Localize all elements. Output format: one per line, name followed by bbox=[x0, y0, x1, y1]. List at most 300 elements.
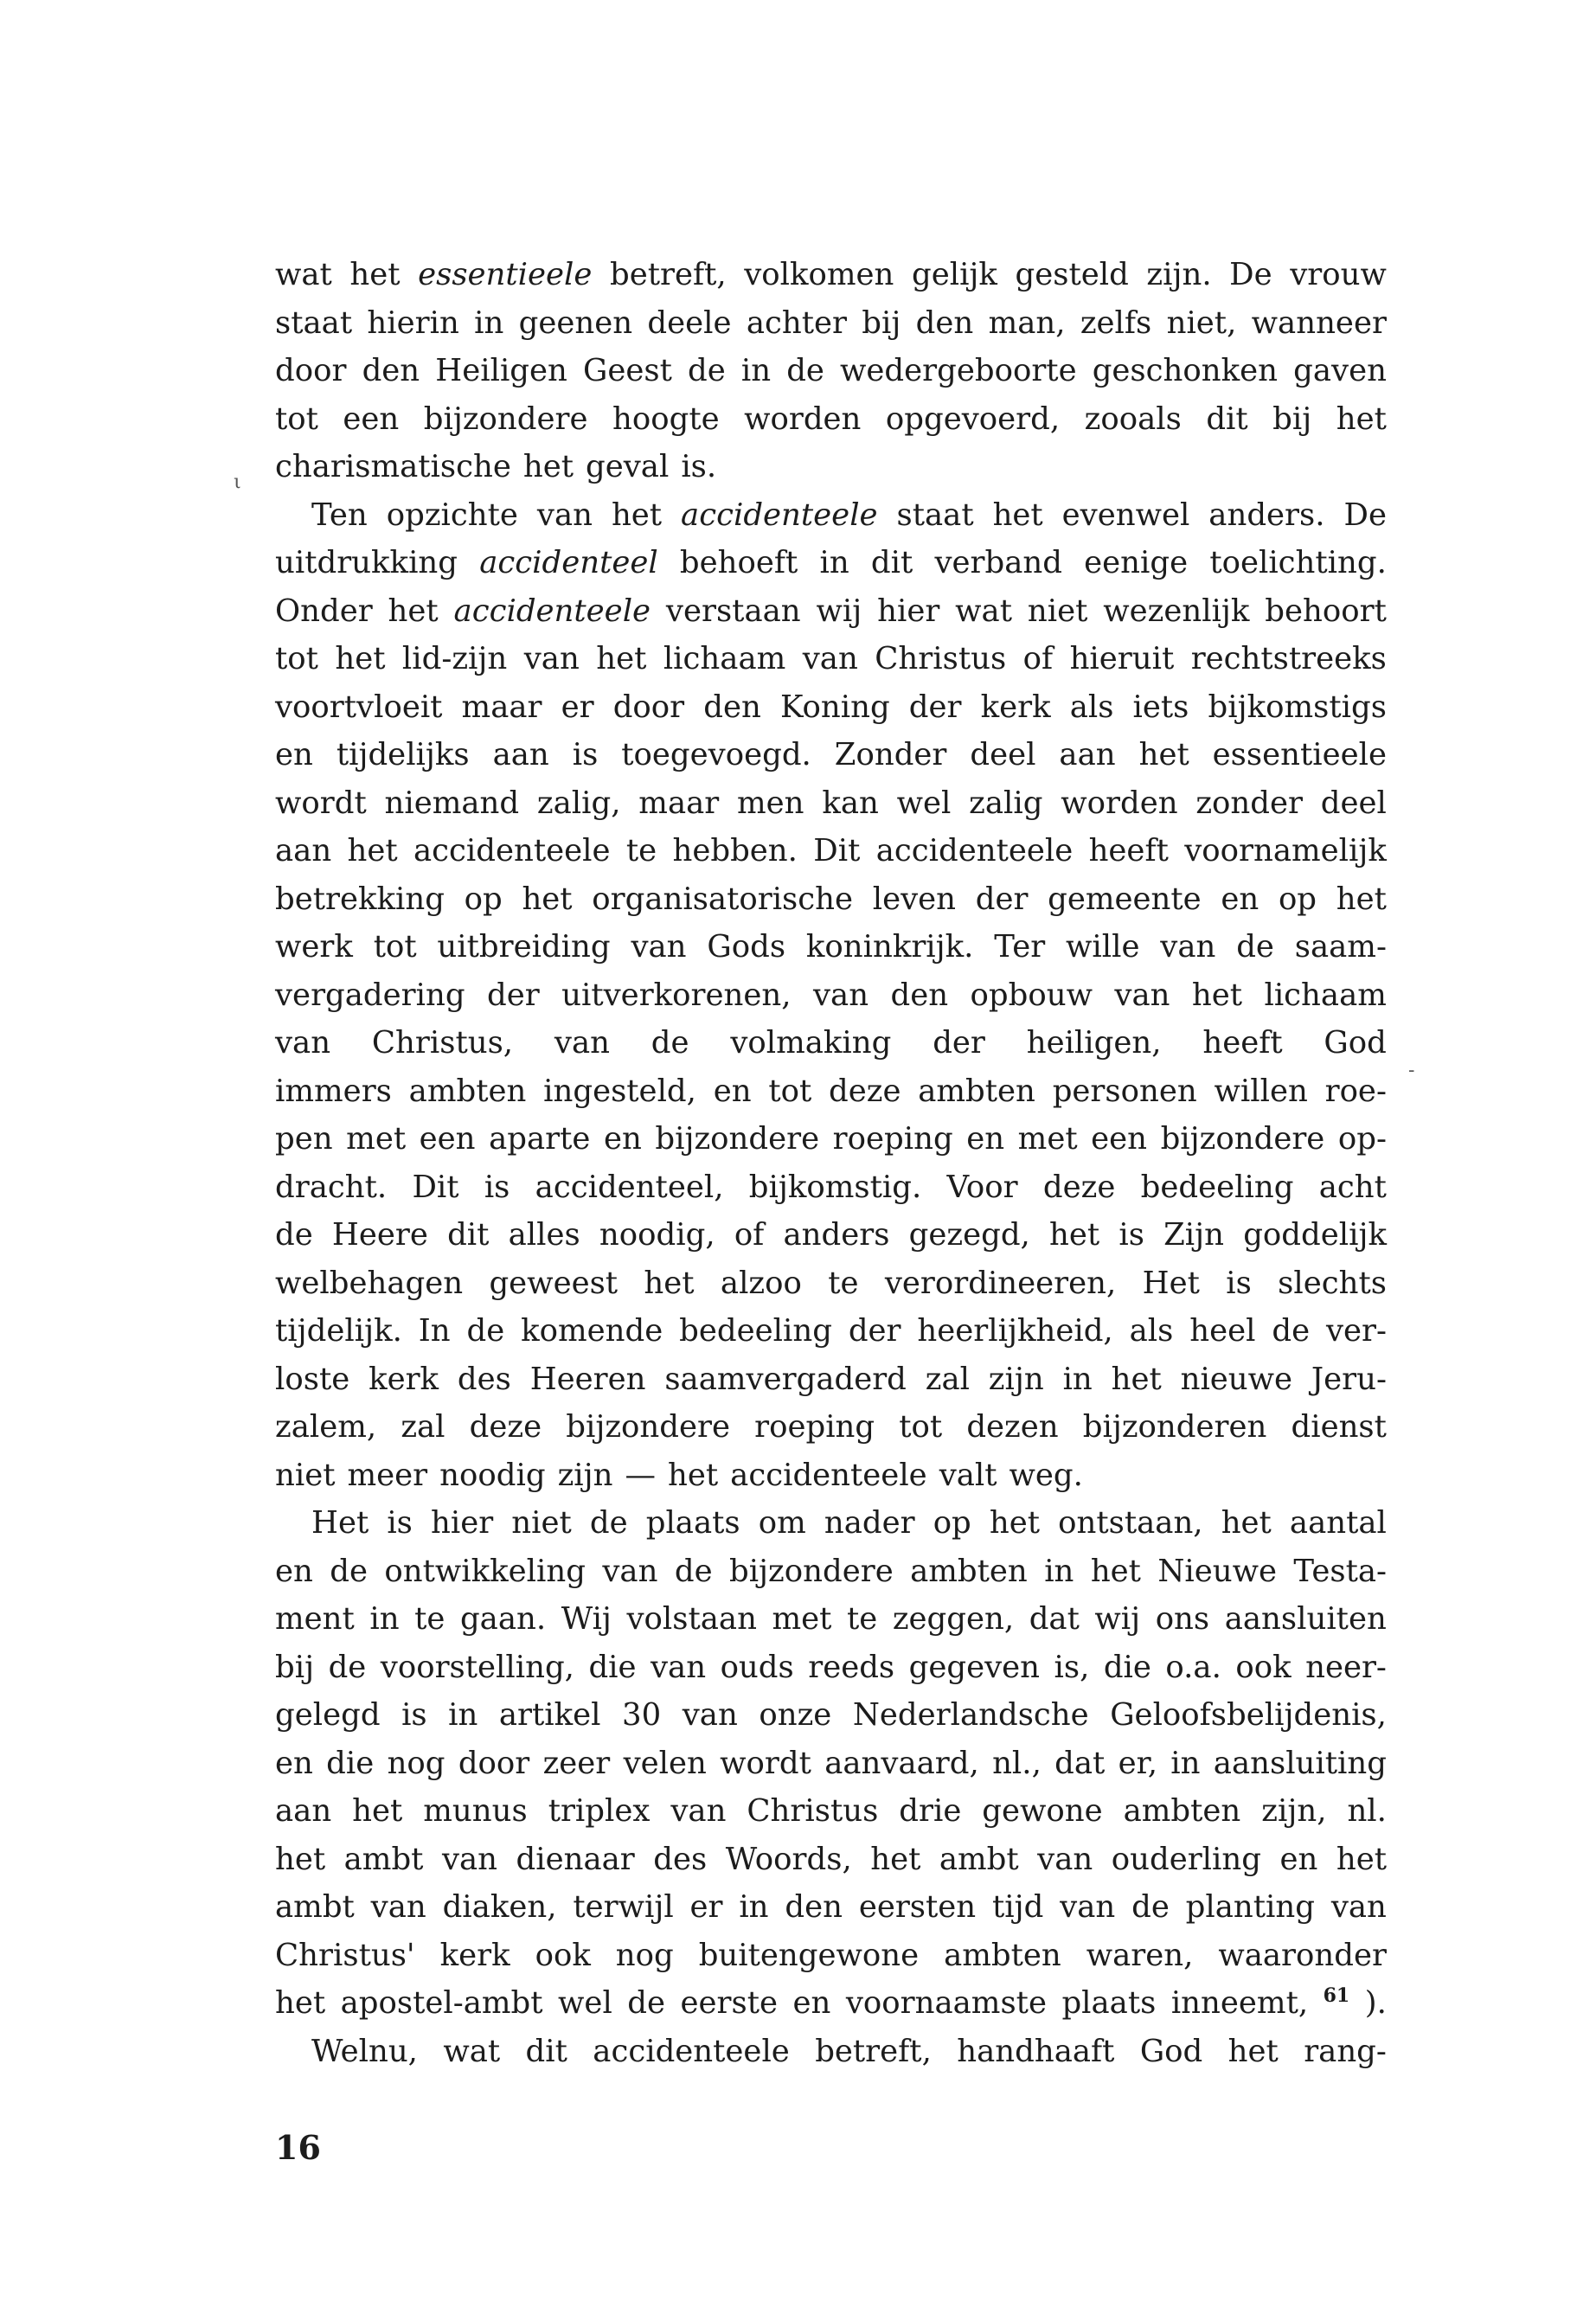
word: dit bbox=[870, 545, 913, 580]
text-line bbox=[275, 1691, 1387, 1740]
word: tijdelijks bbox=[336, 737, 470, 772]
word: en bbox=[1279, 1841, 1318, 1877]
word: volmaking bbox=[730, 1025, 892, 1061]
word: op bbox=[464, 881, 503, 917]
word: niet bbox=[275, 1457, 336, 1493]
word: of bbox=[1022, 641, 1054, 676]
margin-mark: ι bbox=[234, 471, 241, 493]
word: het bbox=[870, 1841, 921, 1877]
word: geweest bbox=[489, 1265, 619, 1301]
word: zijn, bbox=[1261, 1793, 1327, 1829]
text-line bbox=[275, 1163, 1387, 1212]
word: van bbox=[1060, 1889, 1116, 1925]
word: immers bbox=[275, 1073, 392, 1109]
word: en bbox=[966, 1121, 1005, 1157]
word: welbehagen bbox=[275, 1265, 464, 1301]
word: is, bbox=[1054, 1649, 1090, 1685]
word: wat bbox=[275, 257, 332, 292]
word: rechtstreeks bbox=[1190, 641, 1387, 676]
word: de bbox=[275, 1217, 313, 1253]
word: accidenteele bbox=[453, 593, 651, 629]
word: heel bbox=[1189, 1313, 1256, 1349]
word: de bbox=[330, 1553, 368, 1589]
word: heiligen, bbox=[1026, 1025, 1162, 1061]
text-line bbox=[275, 1452, 1387, 1500]
word: het bbox=[275, 1985, 326, 2021]
word: en bbox=[275, 1553, 313, 1589]
word: het bbox=[1227, 2033, 1279, 2069]
word: worden bbox=[1061, 785, 1178, 821]
word: accidenteele bbox=[875, 833, 1074, 868]
word: opbouw bbox=[970, 977, 1093, 1013]
word: der bbox=[848, 1313, 901, 1349]
word: is bbox=[401, 1697, 427, 1733]
word: maar bbox=[461, 689, 542, 725]
word: saamvergaderd bbox=[664, 1361, 907, 1397]
word: roeping bbox=[832, 1121, 953, 1157]
word: hieruit bbox=[1069, 641, 1175, 676]
word: hier bbox=[877, 593, 940, 629]
word: bij bbox=[275, 1649, 315, 1685]
word: In bbox=[418, 1313, 451, 1349]
word: Testa- bbox=[1293, 1553, 1387, 1589]
word: aansluiting bbox=[1213, 1745, 1387, 1781]
word: buitengewone bbox=[698, 1937, 920, 1973]
text-line bbox=[275, 347, 1387, 395]
word: het bbox=[275, 1841, 326, 1877]
word: deele bbox=[647, 304, 732, 341]
word: ons bbox=[1155, 1601, 1210, 1637]
word: den bbox=[890, 977, 949, 1013]
word: kerk bbox=[369, 1361, 439, 1397]
word: is. bbox=[681, 449, 717, 484]
word: behoeft bbox=[679, 545, 798, 580]
word: noodig, bbox=[599, 1217, 715, 1253]
word: als bbox=[1129, 1313, 1174, 1349]
word: en bbox=[275, 737, 313, 772]
word: zeer bbox=[542, 1745, 611, 1781]
word: er bbox=[561, 689, 594, 725]
word: kerk bbox=[980, 689, 1051, 725]
word: weg. bbox=[1009, 1457, 1083, 1493]
word: in bbox=[474, 304, 504, 341]
word: ambten bbox=[408, 1073, 527, 1109]
word: alzoo bbox=[720, 1265, 802, 1301]
word: het bbox=[1336, 401, 1387, 437]
word: van bbox=[682, 1697, 738, 1733]
word: om bbox=[758, 1505, 806, 1541]
word: te bbox=[846, 1601, 878, 1637]
word: werk bbox=[275, 929, 353, 965]
word: bijkomstigs bbox=[1208, 689, 1387, 725]
word: der bbox=[933, 1025, 985, 1061]
word: het bbox=[347, 833, 398, 868]
word: God bbox=[1324, 1025, 1387, 1061]
word: van bbox=[1330, 1889, 1387, 1925]
word: betrekking bbox=[275, 881, 445, 917]
word: de bbox=[786, 353, 824, 388]
word: een bbox=[1091, 1121, 1148, 1157]
text-line bbox=[275, 491, 1387, 540]
word: deze bbox=[829, 1073, 901, 1109]
word: het bbox=[1138, 737, 1189, 772]
word: charismatische bbox=[275, 449, 511, 484]
word: wij bbox=[816, 593, 862, 629]
word: en bbox=[792, 1985, 831, 2021]
word: ouds bbox=[720, 1649, 794, 1685]
word: personen bbox=[1052, 1073, 1197, 1109]
word: Gods bbox=[707, 929, 786, 965]
word: dienst bbox=[1291, 1409, 1387, 1445]
word: het bbox=[335, 641, 386, 676]
word: de bbox=[627, 1985, 666, 2021]
word: velen bbox=[623, 1745, 707, 1781]
word: accidenteele bbox=[681, 497, 878, 533]
word: inneemt, bbox=[1170, 1985, 1309, 2021]
text-line bbox=[275, 395, 1387, 444]
word: geenen bbox=[518, 304, 633, 341]
word: niet, bbox=[1166, 304, 1237, 341]
word: bij bbox=[862, 304, 901, 341]
word: o.a. bbox=[1165, 1649, 1221, 1685]
word: die bbox=[326, 1745, 375, 1781]
word: er bbox=[689, 1889, 723, 1925]
footnote-ref: 61 bbox=[1323, 1984, 1350, 2008]
word: van bbox=[602, 1553, 658, 1589]
word: accidenteele bbox=[413, 833, 611, 868]
word: wordt bbox=[275, 785, 367, 821]
word: gesteld bbox=[1015, 257, 1129, 292]
text-line bbox=[275, 443, 1387, 491]
word: evenwel bbox=[1061, 497, 1190, 533]
word: accidenteele bbox=[593, 2033, 790, 2069]
word: het bbox=[522, 449, 574, 484]
word: Heeren bbox=[529, 1361, 646, 1397]
word: munus bbox=[423, 1793, 528, 1829]
word: van bbox=[631, 929, 687, 965]
text-line bbox=[275, 1499, 1387, 1548]
word: onze bbox=[759, 1697, 832, 1733]
text-line bbox=[275, 1979, 1387, 2028]
word: maar bbox=[638, 785, 720, 821]
text-line bbox=[275, 1932, 1387, 1980]
word: Het bbox=[311, 1505, 369, 1541]
word: valt bbox=[939, 1457, 997, 1493]
word: geval bbox=[586, 449, 670, 484]
word: des bbox=[457, 1361, 511, 1397]
word: in bbox=[1062, 1361, 1093, 1397]
word: het bbox=[522, 881, 573, 917]
word: wel bbox=[896, 785, 952, 821]
word: bijzondere bbox=[1160, 1121, 1325, 1157]
text-line bbox=[275, 971, 1387, 1020]
word: zalig, bbox=[536, 785, 621, 821]
word: het bbox=[1336, 1841, 1387, 1877]
word: aan bbox=[275, 1793, 332, 1829]
word: toelichting. bbox=[1209, 545, 1387, 580]
word: toegevoegd. bbox=[621, 737, 811, 772]
word: wanneer bbox=[1251, 304, 1387, 341]
word: tot bbox=[275, 641, 318, 676]
word: Zonder bbox=[834, 737, 947, 772]
word: er, bbox=[1118, 1745, 1157, 1781]
word: opgevoerd, bbox=[885, 401, 1061, 437]
word: zelfs bbox=[1080, 304, 1152, 341]
word: het bbox=[1111, 1361, 1162, 1397]
word: het bbox=[596, 641, 647, 676]
word: van bbox=[812, 977, 869, 1013]
word: bijzondere bbox=[566, 1409, 730, 1445]
word: zalig bbox=[969, 785, 1043, 821]
word: van bbox=[670, 1793, 727, 1829]
word: dat bbox=[1029, 1601, 1080, 1637]
word: dit bbox=[525, 2033, 567, 2069]
word: wezenlijk bbox=[1103, 593, 1250, 629]
word: — bbox=[625, 1457, 657, 1493]
word: komende bbox=[521, 1313, 663, 1349]
word: in bbox=[819, 545, 849, 580]
word: gezegd, bbox=[908, 1217, 1030, 1253]
word: Heiligen bbox=[435, 353, 567, 388]
word: men bbox=[737, 785, 804, 821]
word: dit bbox=[447, 1217, 490, 1253]
text-line bbox=[275, 683, 1387, 732]
word: die bbox=[588, 1649, 637, 1685]
word: heeft bbox=[1202, 1025, 1283, 1061]
word: in bbox=[1044, 1553, 1074, 1589]
word: van bbox=[275, 1025, 331, 1061]
word: de bbox=[589, 1505, 628, 1541]
text-line bbox=[275, 1883, 1387, 1932]
word: van bbox=[651, 1649, 707, 1685]
word: aanvaard, bbox=[824, 1745, 979, 1781]
word: zijn. bbox=[1146, 257, 1212, 292]
word: betreft, bbox=[815, 2033, 932, 2069]
word: van bbox=[802, 641, 858, 676]
word: zal bbox=[925, 1361, 970, 1397]
text-line bbox=[275, 587, 1387, 636]
word: acht bbox=[1318, 1169, 1387, 1205]
word: Voor bbox=[946, 1169, 1018, 1205]
word: nog bbox=[387, 1745, 445, 1781]
word: ambt bbox=[343, 1841, 424, 1877]
word: essentieele bbox=[1212, 737, 1387, 772]
word: te bbox=[625, 833, 657, 868]
word: het bbox=[1336, 881, 1387, 917]
word: den bbox=[915, 304, 974, 341]
text-line bbox=[275, 1356, 1387, 1404]
word: in bbox=[1170, 1745, 1201, 1781]
word: drie bbox=[899, 1793, 962, 1829]
word: plaats bbox=[1061, 1985, 1157, 2021]
word: dienaar bbox=[516, 1841, 635, 1877]
word: uitbreiding bbox=[437, 929, 611, 965]
word: aparte bbox=[489, 1121, 591, 1157]
word: God bbox=[1139, 2033, 1203, 2069]
text-line bbox=[275, 1548, 1387, 1596]
page-number: 16 bbox=[275, 2128, 321, 2167]
word: eerste bbox=[680, 1985, 778, 2021]
word: een bbox=[343, 401, 400, 437]
word: gelegd bbox=[275, 1697, 381, 1733]
word: kerk bbox=[439, 1937, 510, 1973]
word: van bbox=[536, 497, 593, 533]
word: is bbox=[387, 1505, 413, 1541]
word: bijkomstig. bbox=[748, 1169, 922, 1205]
word: ambt bbox=[275, 1889, 355, 1925]
word: waaronder bbox=[1218, 1937, 1387, 1973]
word: aansluiten bbox=[1224, 1601, 1387, 1637]
word: tot bbox=[275, 401, 318, 437]
text-line bbox=[275, 1211, 1387, 1259]
word: reeds bbox=[808, 1649, 895, 1685]
word: de bbox=[328, 1649, 367, 1685]
word: ook bbox=[535, 1937, 591, 1973]
word: in bbox=[369, 1601, 400, 1637]
word: betreft, bbox=[609, 257, 727, 292]
word: Zijn bbox=[1163, 1217, 1225, 1253]
word: aantal bbox=[1289, 1505, 1387, 1541]
word: het bbox=[352, 1793, 403, 1829]
word: des bbox=[653, 1841, 708, 1877]
word: het bbox=[992, 497, 1043, 533]
word: deze bbox=[1042, 1169, 1116, 1205]
word: volkomen bbox=[744, 257, 894, 292]
word: tijdelijk. bbox=[275, 1313, 402, 1349]
word: wat bbox=[443, 2033, 501, 2069]
word: plaats bbox=[645, 1505, 740, 1541]
word: of bbox=[734, 1217, 765, 1253]
text-line bbox=[275, 1836, 1387, 1884]
word: op- bbox=[1337, 1121, 1387, 1157]
word: niet bbox=[511, 1505, 572, 1541]
word: eenige bbox=[1084, 545, 1189, 580]
word: organisatorische bbox=[592, 881, 854, 917]
text-line bbox=[275, 299, 1387, 348]
word: is bbox=[572, 737, 599, 772]
word: heerlijkheid, bbox=[917, 1313, 1113, 1349]
word: lid-zijn bbox=[401, 641, 508, 676]
word: in bbox=[740, 353, 772, 388]
word: door bbox=[612, 689, 685, 725]
word: essentieele bbox=[418, 257, 593, 292]
word: dat bbox=[1054, 1745, 1106, 1781]
word: is bbox=[484, 1169, 510, 1205]
word: van bbox=[523, 641, 580, 676]
word: achter bbox=[746, 304, 847, 341]
word: het bbox=[989, 1505, 1041, 1541]
text-line bbox=[275, 1259, 1387, 1308]
word: nog bbox=[615, 1937, 674, 1973]
word: ment bbox=[275, 1601, 355, 1637]
word: verstaan bbox=[665, 593, 801, 629]
word: Woords, bbox=[725, 1841, 852, 1877]
text-line bbox=[275, 1740, 1387, 1788]
word: aan bbox=[275, 833, 332, 868]
word: deel bbox=[970, 737, 1036, 772]
word: van bbox=[441, 1841, 498, 1877]
word: saam- bbox=[1294, 929, 1387, 965]
word: Geloofsbelijdenis, bbox=[1110, 1697, 1387, 1733]
word: volstaan bbox=[626, 1601, 757, 1637]
word: triplex bbox=[548, 1793, 651, 1829]
word: dezen bbox=[966, 1409, 1059, 1445]
word: de bbox=[1236, 929, 1274, 965]
word: voornamelijk bbox=[1184, 833, 1387, 868]
margin-mark: - bbox=[1408, 1060, 1415, 1081]
word: accidenteel bbox=[479, 545, 658, 580]
word: en bbox=[1221, 881, 1259, 917]
word: lichaam bbox=[1264, 977, 1387, 1013]
word: verordineeren, bbox=[884, 1265, 1117, 1301]
word: bedeeling bbox=[1140, 1169, 1294, 1205]
word: zooals bbox=[1084, 401, 1182, 437]
word: worden bbox=[744, 401, 862, 437]
word: gewone bbox=[982, 1793, 1103, 1829]
word: opzichte bbox=[386, 497, 518, 533]
word: Heere bbox=[331, 1217, 428, 1253]
word: van bbox=[554, 1025, 610, 1061]
word: het bbox=[1090, 1553, 1141, 1589]
word: dracht. bbox=[275, 1169, 388, 1205]
word: den bbox=[785, 1889, 843, 1925]
word: het bbox=[644, 1265, 695, 1301]
word: is bbox=[1118, 1217, 1144, 1253]
word: willen bbox=[1214, 1073, 1308, 1109]
word: staat bbox=[896, 497, 974, 533]
word: geschonken bbox=[1092, 353, 1279, 388]
text-line bbox=[275, 1067, 1387, 1116]
word: zijn bbox=[988, 1361, 1044, 1397]
word: Jeru- bbox=[1311, 1361, 1387, 1397]
word: ambten bbox=[918, 1073, 1035, 1109]
word: zalem, bbox=[275, 1409, 377, 1445]
word: deze bbox=[469, 1409, 542, 1445]
word: de bbox=[688, 353, 726, 388]
word: Ten bbox=[311, 497, 368, 533]
word: Christus bbox=[875, 641, 1007, 676]
word: uitverkorenen, bbox=[561, 977, 792, 1013]
word: het bbox=[349, 257, 401, 292]
word: gegeven bbox=[908, 1649, 1041, 1685]
word: planting bbox=[1185, 1889, 1315, 1925]
word: Welnu, bbox=[311, 2033, 418, 2069]
word: Geest bbox=[583, 353, 672, 388]
word: Nederlandsche bbox=[852, 1697, 1089, 1733]
text-line bbox=[275, 827, 1387, 875]
word: anders bbox=[783, 1217, 890, 1253]
word: terwijl bbox=[573, 1889, 674, 1925]
word: wij bbox=[1094, 1601, 1141, 1637]
word: rang- bbox=[1304, 2033, 1387, 2069]
word: neer- bbox=[1305, 1649, 1387, 1685]
word: De bbox=[1229, 257, 1272, 292]
word: ouderling bbox=[1111, 1841, 1261, 1877]
word: Het bbox=[1142, 1265, 1200, 1301]
body-text bbox=[275, 251, 1387, 2075]
word: hebben. bbox=[672, 833, 798, 868]
word: als bbox=[1069, 689, 1114, 725]
word: met bbox=[1017, 1121, 1078, 1157]
word: de bbox=[1272, 1313, 1311, 1349]
word: den bbox=[362, 353, 420, 388]
word: bedeeling bbox=[679, 1313, 832, 1349]
word: bijzondere bbox=[423, 401, 588, 437]
word: koninkrijk. bbox=[805, 929, 974, 965]
text-line bbox=[275, 1307, 1387, 1356]
text-line bbox=[275, 251, 1387, 299]
word: den bbox=[703, 689, 761, 725]
